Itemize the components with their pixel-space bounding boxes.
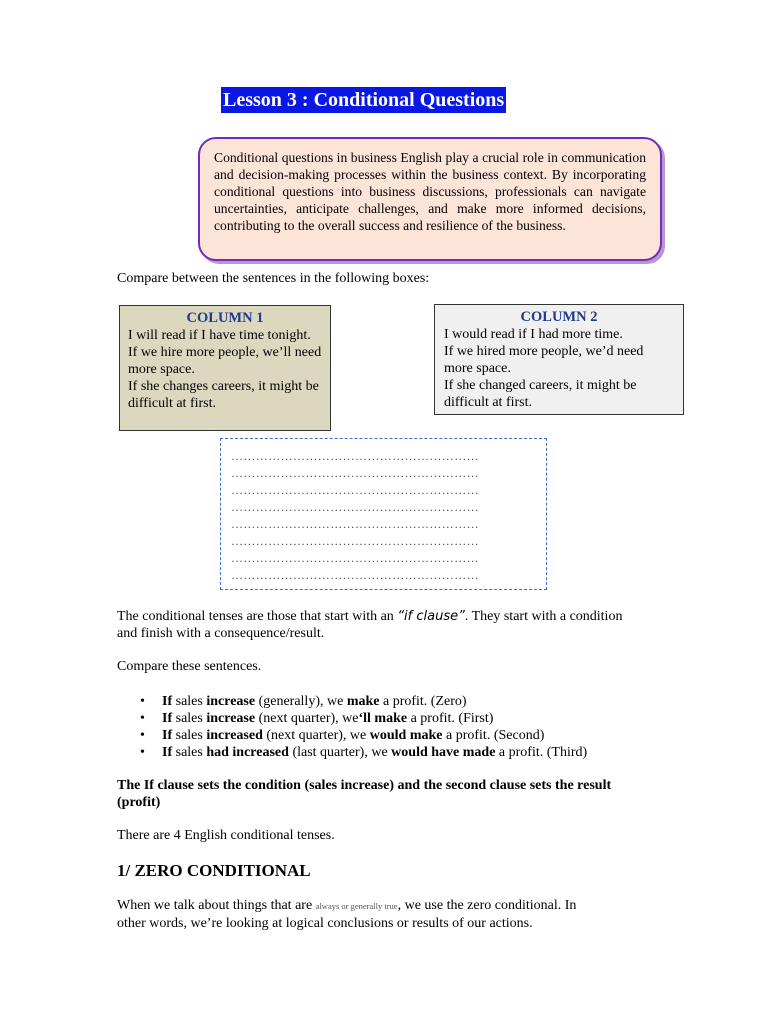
column-2-line: If we hired more people, we’d need more space.: [444, 344, 644, 376]
list-item: • If sales increase (generally), we make a profit. (Zero): [140, 694, 467, 709]
list-item: • If sales increased (next quarter), we would make a profit. (Second): [140, 728, 545, 743]
column-2-line: I would read if I had more time.: [444, 327, 623, 342]
zero-conditional-heading: 1/ ZERO CONDITIONAL: [117, 861, 311, 880]
if-clause-quote: “if clause”: [397, 609, 465, 624]
column-1-line: I will read if I have time tonight.: [128, 328, 311, 343]
small-text: always or generally true: [315, 901, 398, 911]
column-2-heading: COLUMN 2: [520, 309, 598, 325]
column-2-line: If she changed careers, it might be difficult at first.: [444, 378, 637, 410]
compare-these: Compare these sentences.: [117, 659, 262, 674]
answer-line[interactable]: ……………………………………………………: [231, 551, 479, 565]
bullet-icon: •: [140, 745, 145, 760]
conditional-intro-text: The conditional tenses are those that start with an: [117, 609, 398, 624]
bullet-icon: •: [140, 694, 145, 709]
example-list: [140, 693, 587, 761]
conditional-intro: [117, 608, 637, 642]
answer-line[interactable]: ……………………………………………………: [231, 466, 479, 480]
answer-line[interactable]: ……………………………………………………: [231, 534, 479, 548]
compare-prompt: Compare between the sentences in the following boxes:: [117, 271, 430, 286]
para-text: other words, we’re looking at logical conclusions or results of our actions.: [117, 916, 533, 931]
column-1-box: [119, 305, 331, 431]
intro-box: Conditional questions in business English play a crucial role in communication and decision-making processes within the business context. By incorporating conditional questions into business discussions, professionals can navigate uncertainties, anticipate challenges, and make more informed decisions, contributing to the overall success and resilience of the business.: [198, 137, 662, 261]
column-1-line: If she changes careers, it might be difficult at first.: [128, 379, 319, 411]
list-item: • If sales increase (next quarter), we‘ll make a profit. (First): [140, 711, 494, 726]
bullet-icon: •: [140, 728, 145, 743]
answer-line[interactable]: ……………………………………………………: [231, 483, 479, 497]
answer-line[interactable]: ……………………………………………………: [231, 517, 479, 531]
para-text: When we talk about things that are: [117, 898, 316, 913]
column-2-box: [434, 304, 684, 415]
answer-line[interactable]: ……………………………………………………: [231, 568, 479, 582]
answer-box[interactable]: [220, 438, 547, 590]
if-clause-note: The If clause sets the condition (sales increase) and the second clause sets the result (profit): [117, 778, 612, 810]
list-item: • If sales had increased (last quarter), we would have made a profit. (Third): [140, 745, 588, 760]
conditional-intro-text: . They start with a condition and finish with a consequence/result.: [117, 609, 623, 641]
lesson-title: Lesson 3 : Conditional Questions: [223, 89, 505, 111]
bullet-icon: •: [140, 711, 145, 726]
para-text: , we use the zero conditional. In: [397, 898, 577, 913]
four-tenses-text: There are 4 English conditional tenses.: [117, 828, 335, 843]
answer-line[interactable]: ……………………………………………………: [231, 449, 479, 463]
column-1-line: If we hire more people, we’ll need more space.: [128, 345, 322, 377]
answer-line[interactable]: ……………………………………………………: [231, 500, 479, 514]
zero-conditional-para: [117, 897, 637, 932]
column-1-heading: COLUMN 1: [186, 310, 264, 326]
